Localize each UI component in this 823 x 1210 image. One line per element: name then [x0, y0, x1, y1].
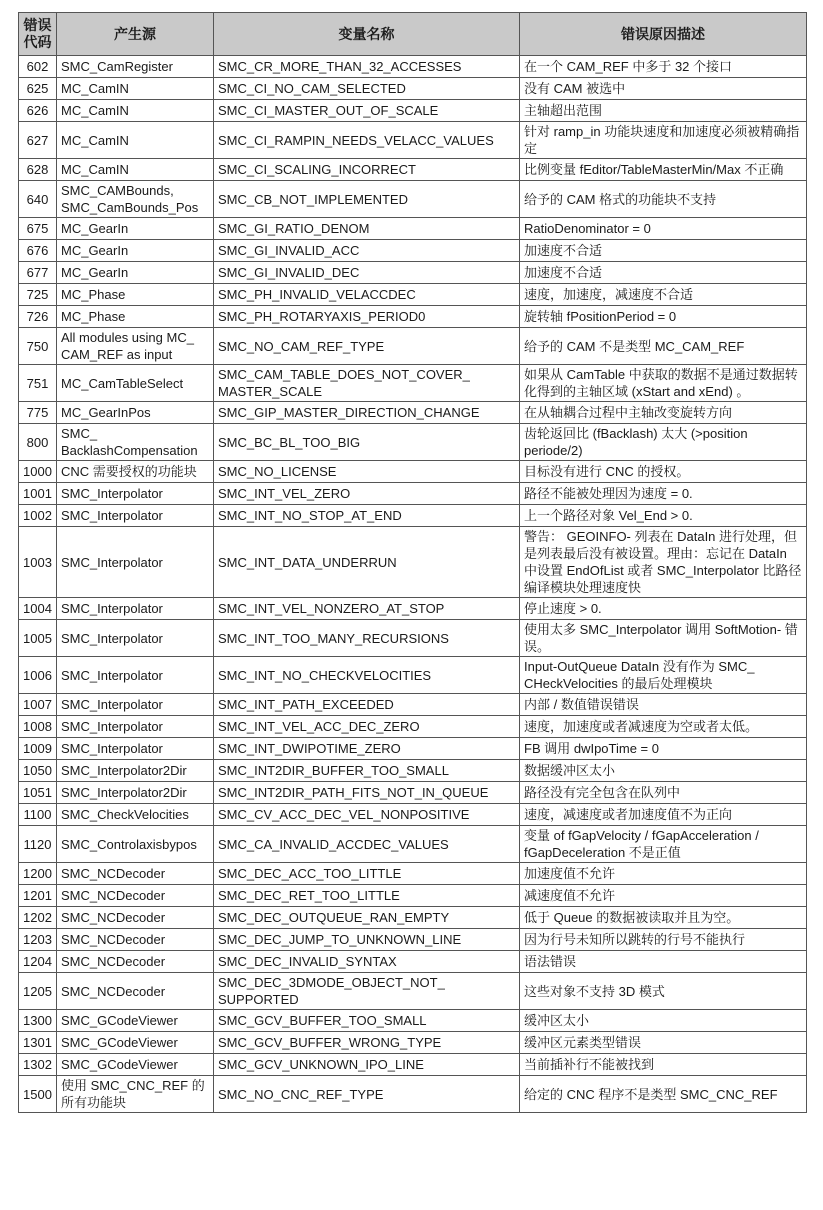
table-row [19, 863, 807, 885]
error-code-cell: 1203 [19, 929, 57, 951]
variable-name-cell: SMC_NO_CAM_REF_TYPE [214, 328, 520, 365]
error-code-cell: 1007 [19, 694, 57, 716]
error-code-cell: 602 [19, 56, 57, 78]
table-row [19, 78, 807, 100]
description-cell: 停止速度 > 0. [520, 598, 807, 620]
table-row [19, 56, 807, 78]
error-code-cell: 1050 [19, 760, 57, 782]
variable-name-cell: SMC_INT_DWIPOTIME_ZERO [214, 738, 520, 760]
variable-name-cell: SMC_GI_INVALID_ACC [214, 240, 520, 262]
variable-name-cell: SMC_INT2DIR_BUFFER_TOO_SMALL [214, 760, 520, 782]
error-code-cell: 1051 [19, 782, 57, 804]
table-row [19, 973, 807, 1010]
variable-name-cell: SMC_INT_VEL_ZERO [214, 483, 520, 505]
description-cell: 给定的 CNC 程序不是类型 SMC_CNC_REF [520, 1076, 807, 1113]
table-row [19, 122, 807, 159]
variable-name-cell: SMC_CR_MORE_THAN_32_ACCESSES [214, 56, 520, 78]
source-cell: SMC_Interpolator [57, 738, 214, 760]
source-cell: MC_CamIN [57, 78, 214, 100]
table-row [19, 885, 807, 907]
source-cell: SMC_CheckVelocities [57, 804, 214, 826]
description-cell: 旋转轴 fPositionPeriod = 0 [520, 306, 807, 328]
variable-name-cell: SMC_PH_ROTARYAXIS_PERIOD0 [214, 306, 520, 328]
error-code-cell: 1009 [19, 738, 57, 760]
source-cell: All modules using MC_ CAM_REF as input [57, 328, 214, 365]
variable-name-cell: SMC_DEC_ACC_TOO_LITTLE [214, 863, 520, 885]
error-code-cell: 1202 [19, 907, 57, 929]
table-row [19, 181, 807, 218]
error-code-cell: 1201 [19, 885, 57, 907]
table-row [19, 100, 807, 122]
table-row [19, 483, 807, 505]
variable-name-cell: SMC_INT_NO_STOP_AT_END [214, 505, 520, 527]
error-code-cell: 628 [19, 159, 57, 181]
header-error-description: 错误原因描述 [520, 13, 807, 56]
source-cell: SMC_ BacklashCompensation [57, 424, 214, 461]
table-row [19, 218, 807, 240]
variable-name-cell: SMC_GCV_BUFFER_TOO_SMALL [214, 1010, 520, 1032]
error-code-cell: 1500 [19, 1076, 57, 1113]
source-cell: SMC_NCDecoder [57, 973, 214, 1010]
description-cell: 如果从 CamTable 中获取的数据不是通过数据转化得到的主轴区域 (xStart and xEnd) 。 [520, 365, 807, 402]
description-cell: 数据缓冲区太小 [520, 760, 807, 782]
description-cell: 缓冲区太小 [520, 1010, 807, 1032]
table-row [19, 1054, 807, 1076]
error-code-cell: 676 [19, 240, 57, 262]
description-cell: 加速度不合适 [520, 262, 807, 284]
error-code-cell: 627 [19, 122, 57, 159]
variable-name-cell: SMC_INT_DATA_UNDERRUN [214, 527, 520, 598]
header-source: 产生源 [57, 13, 214, 56]
table-row [19, 907, 807, 929]
table-row [19, 826, 807, 863]
description-cell: 速度，减速度或者加速度值不为正向 [520, 804, 807, 826]
description-cell: 齿轮返回比 (fBacklash) 太大 (>position periode/2) [520, 424, 807, 461]
table-row [19, 620, 807, 657]
table-row [19, 262, 807, 284]
source-cell: SMC_Interpolator [57, 716, 214, 738]
table-row [19, 782, 807, 804]
variable-name-cell: SMC_BC_BL_TOO_BIG [214, 424, 520, 461]
table-row [19, 657, 807, 694]
variable-name-cell: SMC_CI_RAMPIN_NEEDS_VELACC_VALUES [214, 122, 520, 159]
error-code-cell: 1302 [19, 1054, 57, 1076]
description-cell: 速度，加速度或者减速度为空或者太低。 [520, 716, 807, 738]
description-cell: 没有 CAM 被选中 [520, 78, 807, 100]
error-code-cell: 1300 [19, 1010, 57, 1032]
description-cell: 目标没有进行 CNC 的授权。 [520, 461, 807, 483]
error-code-cell: 1006 [19, 657, 57, 694]
error-code-cell: 1120 [19, 826, 57, 863]
source-cell: SMC_NCDecoder [57, 863, 214, 885]
description-cell: 警告： GEOINFO- 列表在 DataIn 进行处理，但是列表最后没有被设置。理由：忘记在 DataIn 中设置 EndOfList 或者 SMC_Interpolator 比路径编译模块处理速度快 [520, 527, 807, 598]
error-code-cell: 1008 [19, 716, 57, 738]
header-error-code: 错误代码 [19, 13, 57, 56]
error-code-cell: 1003 [19, 527, 57, 598]
variable-name-cell: SMC_INT_VEL_NONZERO_AT_STOP [214, 598, 520, 620]
source-cell: SMC_Interpolator [57, 505, 214, 527]
description-cell: 针对 ramp_in 功能块速度和加速度必须被精确指定 [520, 122, 807, 159]
description-cell: 这些对象不支持 3D 模式 [520, 973, 807, 1010]
description-cell: 加速度值不允许 [520, 863, 807, 885]
variable-name-cell: SMC_CA_INVALID_ACCDEC_VALUES [214, 826, 520, 863]
table-row [19, 1076, 807, 1113]
error-code-cell: 1002 [19, 505, 57, 527]
source-cell: CNC 需要授权的功能块 [57, 461, 214, 483]
variable-name-cell: SMC_CI_NO_CAM_SELECTED [214, 78, 520, 100]
variable-name-cell: SMC_GCV_BUFFER_WRONG_TYPE [214, 1032, 520, 1054]
source-cell: SMC_NCDecoder [57, 885, 214, 907]
error-code-cell: 1200 [19, 863, 57, 885]
variable-name-cell: SMC_PH_INVALID_VELACCDEC [214, 284, 520, 306]
table-row [19, 929, 807, 951]
source-cell: MC_GearIn [57, 262, 214, 284]
source-cell: MC_GearInPos [57, 402, 214, 424]
table-row [19, 738, 807, 760]
error-code-cell: 675 [19, 218, 57, 240]
description-cell: FB 调用 dwIpoTime = 0 [520, 738, 807, 760]
description-cell: 给予的 CAM 不是类型 MC_CAM_REF [520, 328, 807, 365]
variable-name-cell: SMC_INT_TOO_MANY_RECURSIONS [214, 620, 520, 657]
description-cell: RatioDenominator = 0 [520, 218, 807, 240]
variable-name-cell: SMC_DEC_INVALID_SYNTAX [214, 951, 520, 973]
source-cell: SMC_NCDecoder [57, 929, 214, 951]
source-cell: SMC_NCDecoder [57, 951, 214, 973]
table-row [19, 527, 807, 598]
source-cell: SMC_Interpolator2Dir [57, 760, 214, 782]
source-cell: SMC_Interpolator [57, 598, 214, 620]
source-cell: SMC_Interpolator [57, 483, 214, 505]
description-cell: 语法错误 [520, 951, 807, 973]
description-cell: 主轴超出范围 [520, 100, 807, 122]
source-cell: 使用 SMC_CNC_REF 的所有功能块 [57, 1076, 214, 1113]
error-code-cell: 677 [19, 262, 57, 284]
header-variable-name: 变量名称 [214, 13, 520, 56]
variable-name-cell: SMC_NO_CNC_REF_TYPE [214, 1076, 520, 1113]
table-row [19, 716, 807, 738]
table-row [19, 505, 807, 527]
source-cell: MC_Phase [57, 284, 214, 306]
error-code-cell: 751 [19, 365, 57, 402]
source-cell: SMC_Interpolator [57, 657, 214, 694]
table-row [19, 159, 807, 181]
source-cell: SMC_GCodeViewer [57, 1032, 214, 1054]
error-code-cell: 775 [19, 402, 57, 424]
variable-name-cell: SMC_CI_MASTER_OUT_OF_SCALE [214, 100, 520, 122]
variable-name-cell: SMC_CAM_TABLE_DOES_NOT_COVER_ MASTER_SCALE [214, 365, 520, 402]
source-cell: SMC_CAMBounds, SMC_CamBounds_Pos [57, 181, 214, 218]
variable-name-cell: SMC_INT_VEL_ACC_DEC_ZERO [214, 716, 520, 738]
source-cell: SMC_CamRegister [57, 56, 214, 78]
description-cell: 缓冲区元素类型错误 [520, 1032, 807, 1054]
description-cell: 减速度值不允许 [520, 885, 807, 907]
table-row [19, 1010, 807, 1032]
table-row [19, 694, 807, 716]
description-cell: 在一个 CAM_REF 中多于 32 个接口 [520, 56, 807, 78]
description-cell: 在从轴耦合过程中主轴改变旋转方向 [520, 402, 807, 424]
error-code-cell: 1000 [19, 461, 57, 483]
variable-name-cell: SMC_GIP_MASTER_DIRECTION_CHANGE [214, 402, 520, 424]
error-code-cell: 750 [19, 328, 57, 365]
error-code-table [18, 12, 807, 1113]
variable-name-cell: SMC_DEC_OUTQUEUE_RAN_EMPTY [214, 907, 520, 929]
source-cell: MC_CamIN [57, 122, 214, 159]
error-code-cell: 1204 [19, 951, 57, 973]
source-cell: SMC_NCDecoder [57, 907, 214, 929]
description-cell: 变量 of fGapVelocity / fGapAcceleration / fGapDeceleration 不是正值 [520, 826, 807, 863]
error-code-cell: 625 [19, 78, 57, 100]
variable-name-cell: SMC_INT_PATH_EXCEEDED [214, 694, 520, 716]
error-code-cell: 800 [19, 424, 57, 461]
table-row [19, 328, 807, 365]
source-cell: SMC_GCodeViewer [57, 1010, 214, 1032]
table-row [19, 402, 807, 424]
description-cell: 内部 / 数值错误错误 [520, 694, 807, 716]
source-cell: SMC_Interpolator [57, 694, 214, 716]
table-row [19, 598, 807, 620]
table-row [19, 365, 807, 402]
source-cell: SMC_Controlaxisbypos [57, 826, 214, 863]
variable-name-cell: SMC_GI_RATIO_DENOM [214, 218, 520, 240]
source-cell: MC_Phase [57, 306, 214, 328]
table-row [19, 760, 807, 782]
description-cell: 使用太多 SMC_Interpolator 调用 SoftMotion- 错误。 [520, 620, 807, 657]
error-code-cell: 1005 [19, 620, 57, 657]
description-cell: 给予的 CAM 格式的功能块不支持 [520, 181, 807, 218]
table-row [19, 804, 807, 826]
variable-name-cell: SMC_DEC_3DMODE_OBJECT_NOT_ SUPPORTED [214, 973, 520, 1010]
table-row [19, 951, 807, 973]
table-row [19, 1032, 807, 1054]
table-row [19, 240, 807, 262]
source-cell: SMC_Interpolator [57, 527, 214, 598]
error-code-cell: 725 [19, 284, 57, 306]
variable-name-cell: SMC_DEC_JUMP_TO_UNKNOWN_LINE [214, 929, 520, 951]
description-cell: 速度，加速度，减速度不合适 [520, 284, 807, 306]
error-code-cell: 1001 [19, 483, 57, 505]
source-cell: SMC_Interpolator [57, 620, 214, 657]
source-cell: MC_CamIN [57, 159, 214, 181]
description-cell: 因为行号未知所以跳转的行号不能执行 [520, 929, 807, 951]
error-code-cell: 726 [19, 306, 57, 328]
table-row [19, 424, 807, 461]
error-code-cell: 1100 [19, 804, 57, 826]
error-code-cell: 1205 [19, 973, 57, 1010]
error-code-cell: 1004 [19, 598, 57, 620]
description-cell: 比例变量 fEditor/TableMasterMin/Max 不正确 [520, 159, 807, 181]
variable-name-cell: SMC_CB_NOT_IMPLEMENTED [214, 181, 520, 218]
source-cell: MC_GearIn [57, 240, 214, 262]
variable-name-cell: SMC_INT2DIR_PATH_FITS_NOT_IN_QUEUE [214, 782, 520, 804]
variable-name-cell: SMC_NO_LICENSE [214, 461, 520, 483]
table-header-row [19, 13, 807, 56]
description-cell: 上一个路径对象 Vel_End > 0. [520, 505, 807, 527]
source-cell: MC_CamTableSelect [57, 365, 214, 402]
variable-name-cell: SMC_CV_ACC_DEC_VEL_NONPOSITIVE [214, 804, 520, 826]
description-cell: 路径没有完全包含在队列中 [520, 782, 807, 804]
source-cell: SMC_GCodeViewer [57, 1054, 214, 1076]
variable-name-cell: SMC_CI_SCALING_INCORRECT [214, 159, 520, 181]
table-row [19, 461, 807, 483]
variable-name-cell: SMC_INT_NO_CHECKVELOCITIES [214, 657, 520, 694]
variable-name-cell: SMC_DEC_RET_TOO_LITTLE [214, 885, 520, 907]
variable-name-cell: SMC_GCV_UNKNOWN_IPO_LINE [214, 1054, 520, 1076]
description-cell: 路径不能被处理因为速度 = 0. [520, 483, 807, 505]
source-cell: SMC_Interpolator2Dir [57, 782, 214, 804]
description-cell: Input-OutQueue DataIn 没有作为 SMC_ CHeckVelocities 的最后处理模块 [520, 657, 807, 694]
variable-name-cell: SMC_GI_INVALID_DEC [214, 262, 520, 284]
error-code-cell: 640 [19, 181, 57, 218]
error-code-cell: 1301 [19, 1032, 57, 1054]
table-row [19, 306, 807, 328]
description-cell: 加速度不合适 [520, 240, 807, 262]
source-cell: MC_CamIN [57, 100, 214, 122]
description-cell: 当前插补行不能被找到 [520, 1054, 807, 1076]
error-code-cell: 626 [19, 100, 57, 122]
source-cell: MC_GearIn [57, 218, 214, 240]
description-cell: 低于 Queue 的数据被读取并且为空。 [520, 907, 807, 929]
table-row [19, 284, 807, 306]
